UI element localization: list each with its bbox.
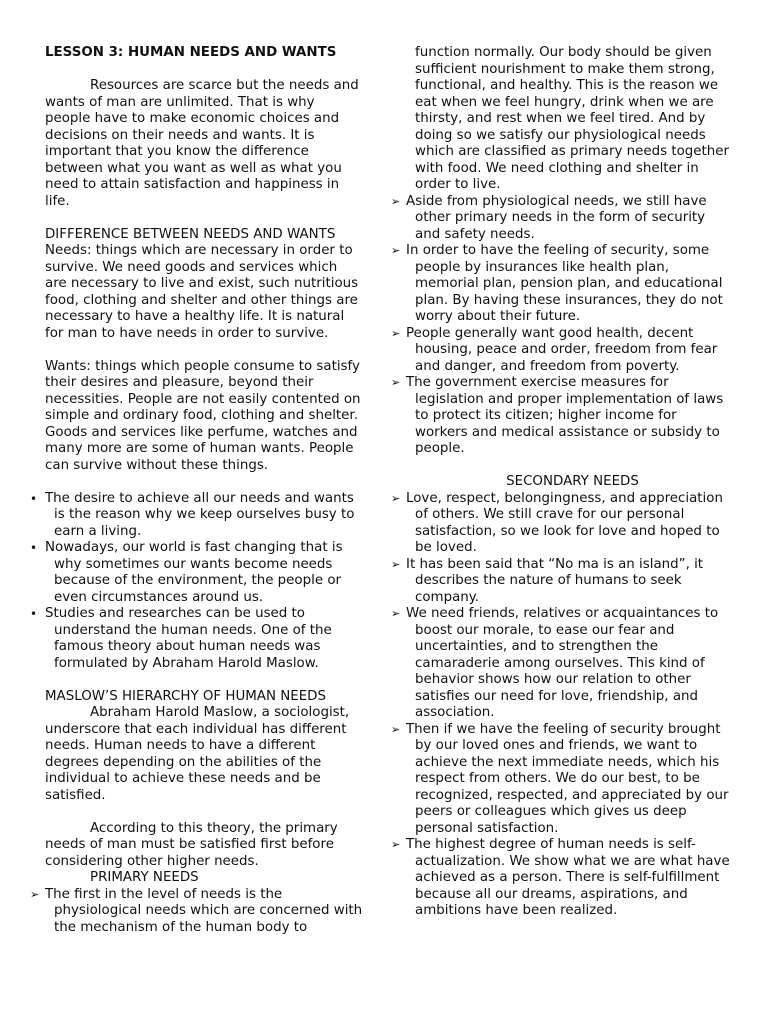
difference-heading: DIFFERENCE BETWEEN NEEDS AND WANTS: [45, 226, 336, 242]
arrow-bullet-icon: ➢: [391, 326, 401, 340]
lesson-title: LESSON 3: HUMAN NEEDS AND WANTS: [45, 45, 337, 60]
list-item: ➢ Love, respect, belongingness, and appreciation of others. We still crave for our personal satisfaction, so we look for love and hoped to be loved.: [391, 490, 723, 555]
maslow-heading: MASLOW’S HIERARCHY OF HUMAN NEEDS: [45, 688, 326, 704]
bullet-icon: •: [30, 607, 38, 621]
list-item: ➢ In order to have the feeling of security, some people by insurances like health plan, memorial plan, pension plan, and educational plan. By having these insurances, they do not worry about their future.: [391, 243, 723, 324]
right-column: [391, 45, 730, 920]
primary-needs-heading: PRIMARY NEEDS: [90, 870, 199, 885]
list-item: ➢ The highest degree of human needs is self-actualization. We show what we are what have achieved as a person. There is self-fulfillment because all our dreams, aspirations, and ambitions have been realized.: [391, 837, 730, 918]
list-item: • Studies and researches can be used to understand the human needs. One of the famous theory about human needs was formulated by Abraham Harold Maslow.: [30, 606, 332, 671]
needs-definition: Needs: things which are necessary in order to survive. We need goods and services which are necessary to live and exist, such nutritious food, clothing and shelter and other things are necessary to have a healthy life. It is natural for man to have needs in order to survive.: [45, 243, 359, 341]
list-item: ➢ It has been said that “No ma is an island”, it describes the nature of humans to seek company.: [391, 556, 704, 605]
list-item: ➢ The first in the level of needs is the physiological needs which are concerned with the mechanism of the human body to: [30, 886, 363, 935]
primary-list-start: [30, 886, 363, 937]
list-item: ➢ Aside from physiological needs, we still have other primary needs in the form of security and safety needs.: [391, 193, 707, 242]
arrow-bullet-icon: ➢: [391, 838, 401, 851]
continuation-paragraph: function normally. Our body should be given sufficient nourishment to make them strong, functional, and healthy. This is the reason we eat when we feel hungry, drink when we are thirsty, and rest when we feel tired. And by doing so we satisfy our physiological needs which are classified as primary needs together with food. We need clothing and shelter in order to live.: [415, 45, 730, 192]
maslow-paragraph: Abraham Harold Maslow, a sociologist, underscore that each individual has different needs. Human needs to have a different degrees depending on the abilities of the individual to achieve these needs and be satisfied.: [45, 705, 350, 803]
wants-definition: Wants: things which people consume to satisfy their desires and pleasure, beyond their necessities. People are not easily contented on simple and ordinary food, clothing and shelter. Goods and services like perfume, watches and many more are some of human wants. People can survive without these things.: [45, 358, 361, 473]
arrow-bullet-icon: ➢: [391, 607, 401, 620]
arrow-bullet-icon: ➢: [391, 491, 401, 505]
list-item: • The desire to achieve all our needs and wants is the reason why we keep ourselves busy to earn a living.: [30, 490, 355, 539]
list-item: ➢ People generally want good health, decent housing, peace and order, freedom from fear and danger, and freedom from poverty.: [391, 325, 718, 374]
arrow-bullet-icon: ➢: [391, 722, 401, 736]
arrow-bullet-icon: ➢: [391, 194, 401, 208]
list-item: • Nowadays, our world is fast changing that is why sometimes our wants become needs because of the environment, the people or even circumstances around us.: [30, 540, 343, 605]
list-item: ➢ We need friends, relatives or acquaintances to boost our morale, to ease our fear and uncertainties, and to strengthen the camaraderie among ourselves. This kind of behavior shows how our relation to other satisfies our need for love, friendship, and association.: [391, 606, 719, 720]
bullet-icon: •: [30, 491, 38, 506]
primary-needs-list: [391, 193, 730, 458]
theory-paragraph: According to this theory, the primary needs of man must be satisfied first before considering other higher needs.: [45, 820, 338, 869]
bullet-list: [30, 490, 363, 673]
left-column: [30, 45, 363, 936]
list-item: ➢ Then if we have the feeling of security brought by our loved ones and friends, we want to achieve the next immediate needs, which his respect from others. We do our best, to be recognized, respected, and appreciated by our peers or colleagues which gives us deep personal satisfaction.: [391, 721, 729, 836]
secondary-needs-heading: SECONDARY NEEDS: [506, 474, 639, 489]
list-item: ➢ The government exercise measures for legislation and proper implementation of laws to protect its citizen; higher income for workers and medical assistance or subsidy to people.: [391, 375, 724, 456]
bullet-icon: •: [30, 541, 38, 555]
arrow-bullet-icon: ➢: [391, 376, 401, 389]
arrow-bullet-icon: ➢: [391, 557, 401, 571]
secondary-needs-list: [391, 490, 730, 920]
arrow-bullet-icon: ➢: [391, 244, 401, 257]
intro-paragraph: Resources are scarce but the needs and wants of man are unlimited. That is why people have to make economic choices and decisions on their needs and wants. It is important that you know the difference between what you want as well as what you need to attain satisfaction and happiness in life.: [45, 78, 359, 209]
arrow-bullet-icon: ➢: [30, 887, 40, 901]
